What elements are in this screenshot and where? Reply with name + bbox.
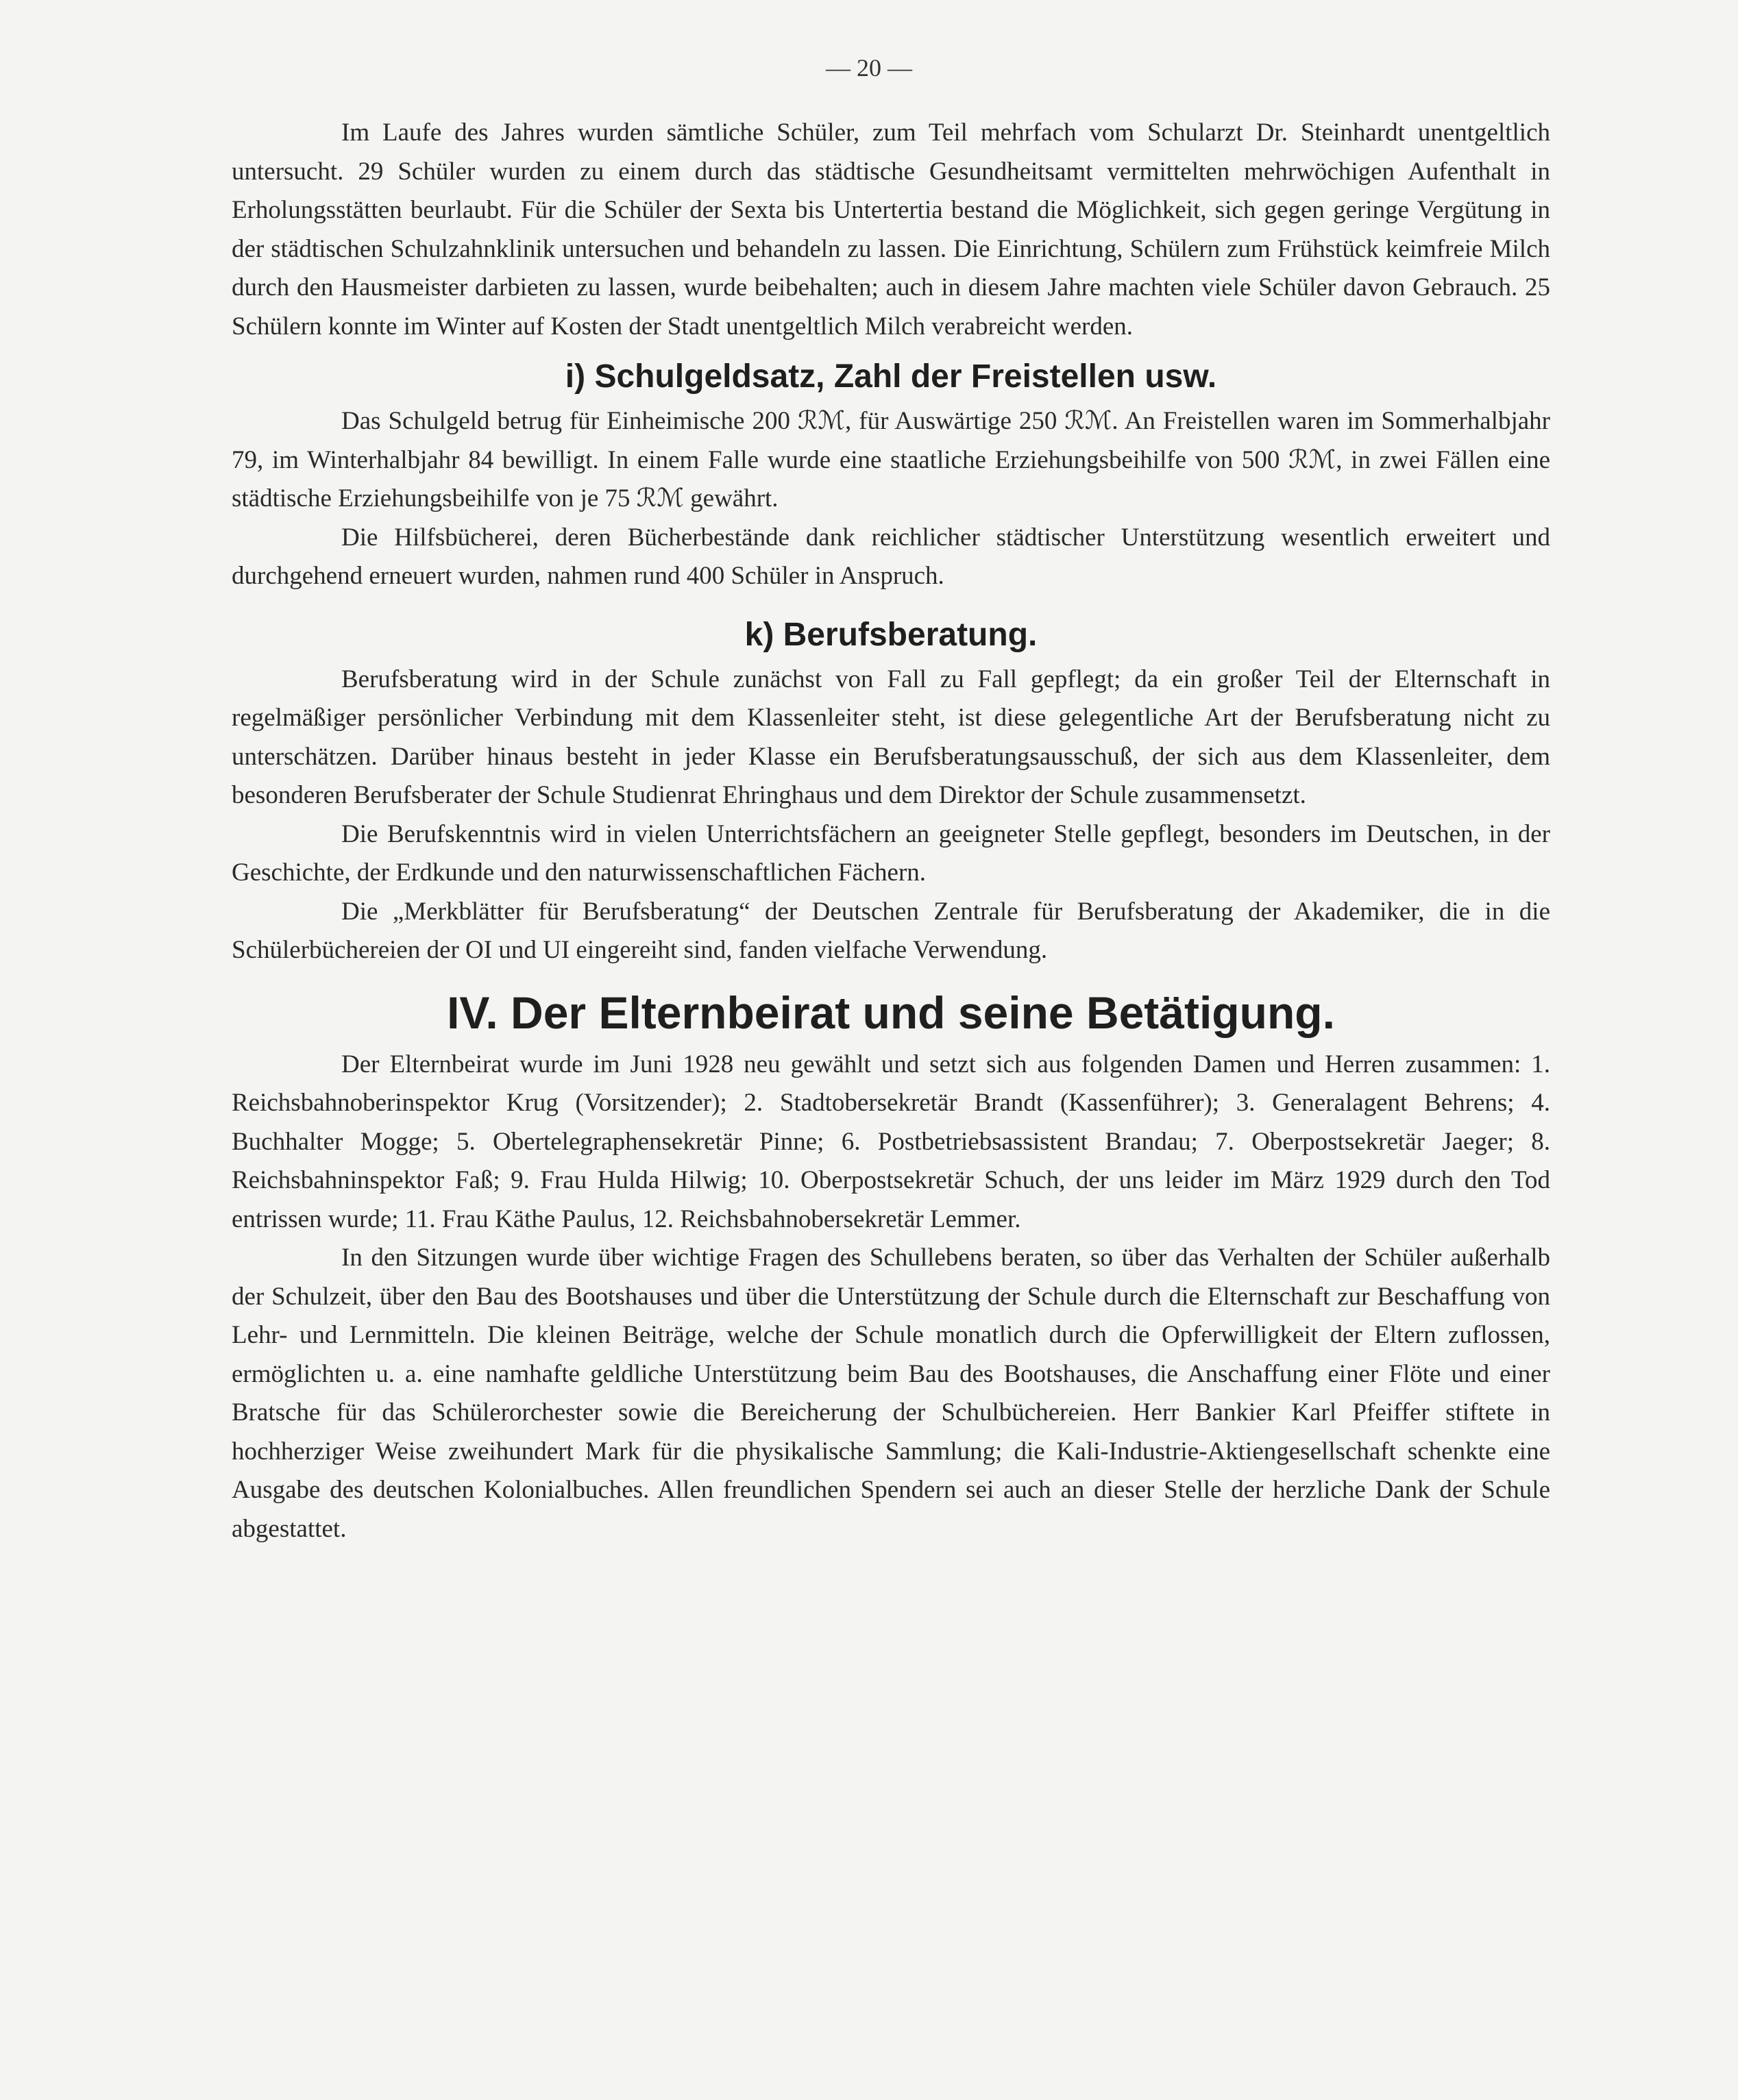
berufsberatung-paragraph-2: Die Berufskenntnis wird in vielen Unterrichtsfächern an geeigneter Stelle gepflegt, besonders im Deutschen, in der Geschichte, der Erdkunde und den naturwissenschaftlichen Fächern. xyxy=(232,819,1550,887)
berufsberatung-paragraph-1: Berufsberatung wird in der Schule zunächst von Fall zu Fall gepflegt; da ein großer Teil der Elternschaft in regelmäßiger persönlicher Verbindung mit dem Klassenleiter steht, ist diese gelegentliche Art der Berufsberatung nicht zu unterschätzen. Darüber hinaus besteht in jeder Klasse ein Berufsberatungsausschuß, der sich aus dem Klassenleiter, dem besonderen Berufsberater der Schule Studienrat Ehringhaus und dem Direktor der Schule zusammensetzt. xyxy=(232,665,1550,809)
berufsberatung-paragraph-3: Die „Merkblätter für Berufsberatung“ der Deutschen Zentrale für Berufsberatung der Akademiker, die in die Schülerbüchereien der OI und UI eingereiht sind, fanden vielfache Verwendung. xyxy=(232,897,1550,964)
health-paragraph: Im Laufe des Jahres wurden sämtliche Schüler, zum Teil mehrfach vom Schularzt Dr. Steinhardt unentgeltlich untersucht. 29 Schüler wurden zu einem durch das städtische Gesundheitsamt vermittelten mehrwöchigen Aufenthalt in Erholungsstätten beurlaubt. Für die Schüler der Sexta bis Untertertia bestand die Möglichkeit, sich gegen geringe Vergütung in der städtischen Schulzahnklinik untersuchen und behandeln zu lassen. Die Einrichtung, Schülern zum Frühstück keimfreie Milch durch den Hausmeister darbieten zu lassen, wurde beibehalten; auch in diesem Jahre machten viele Schüler davon Gebrauch. 25 Schülern konnte im Winter auf Kosten der Stadt unentgeltlich Milch verabreicht werden. xyxy=(232,119,1550,341)
section-heading-schulgeld: i) Schulgeldsatz, Zahl der Freistellen usw. xyxy=(565,358,1217,395)
page-number: — 20 — xyxy=(826,54,912,82)
elternbeirat-paragraph-1: Der Elternbeirat wurde im Juni 1928 neu gewählt und setzt sich aus folgenden Damen und Herren zusammen: 1. Reichsbahnoberinspektor Krug (Vorsitzender); 2. Stadtobersekretär Brandt (Kassenführer); 3. Generalagent Behrens; 4. Buchhalter Mogge; 5. Obertelegraphensekretär Pinne; 6. Postbetriebsassistent Brandau; 7. Oberpostsekretär Jaeger; 8. Reichsbahninspektor Faß; 9. Frau Hulda Hilwig; 10. Oberpostsekretär Schuch, der uns leider im März 1929 durch den Tod entrissen wurde; 11. Frau Käthe Paulus, 12. Reichsbahnobersekretär Lemmer. xyxy=(232,1050,1550,1233)
schulgeld-paragraph: Das Schulgeld betrug für Einheimische 200 ℛℳ, für Auswärtige 250 ℛℳ. An Freistellen waren im Sommerhalbjahr 79, im Winterhalbjahr 84 bewilligt. In einem Falle wurde eine staatliche Erziehungsbeihilfe von 500 ℛℳ, in zwei Fällen eine städtische Erziehungsbeihilfe von je 75 ℛℳ gewährt. xyxy=(232,407,1550,512)
hilfsbuecherei-paragraph: Die Hilfsbücherei, deren Bücherbestände dank reichlicher städtischer Unterstützung wesentlich erweitert und durchgehend erneuert wurden, nahmen rund 400 Schüler in Anspruch. xyxy=(232,523,1550,590)
section-heading-berufsberatung: k) Berufsberatung. xyxy=(744,616,1038,653)
page-content xyxy=(232,114,1550,1548)
elternbeirat-paragraph-2: In den Sitzungen wurde über wichtige Fragen des Schullebens beraten, so über das Verhalten der Schüler außerhalb der Schulzeit, über den Bau des Bootshauses und über die Unterstützung der Schule durch die Elternschaft zur Beschaffung von Lehr- und Lernmitteln. Die kleinen Beiträge, welche der Schule monatlich durch die Opferwilligkeit der Eltern zuflossen, ermöglichten u. a. eine namhafte geldliche Unterstützung beim Bau des Bootshauses, die Anschaffung einer Flöte und einer Bratsche für das Schülerorchester sowie die Bereicherung der Schulbüchereien. Herr Bankier Karl Pfeiffer stiftete in hochherziger Weise zweihundert Mark für die physikalische Sammlung; die Kali-Industrie-Aktiengesellschaft schenkte eine Ausgabe des deutschen Kolonialbuches. Allen freundlichen Spendern sei auch an dieser Stelle der herzliche Dank der Schule abgestattet. xyxy=(232,1244,1550,1543)
chapter-heading-elternbeirat: IV. Der Elternbeirat und seine Betätigung. xyxy=(447,987,1335,1038)
